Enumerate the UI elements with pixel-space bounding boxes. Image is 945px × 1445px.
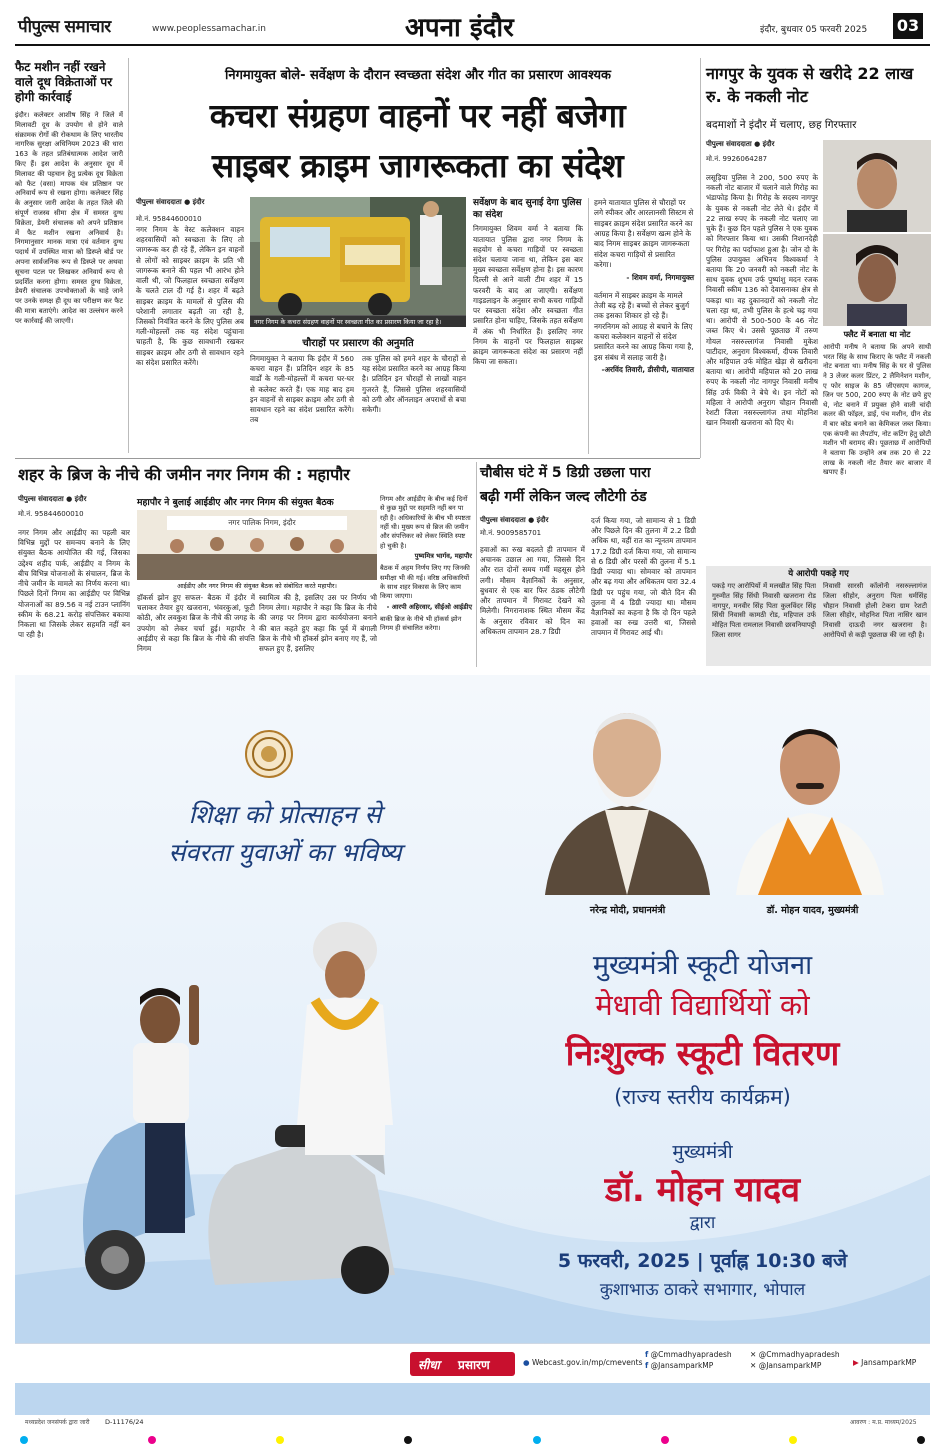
webcast-link[interactable] xyxy=(523,1358,643,1367)
byline: पीपुल्स संवाददाता ● इंदौर xyxy=(136,198,205,206)
scheme-name: मुख्यमंत्री स्कूटी योजना xyxy=(592,950,813,981)
scooter-illustration xyxy=(45,875,475,1295)
lead-headline-2: साइबर क्राइम जागरूकता का संदेश xyxy=(211,146,624,185)
accused-face-2 xyxy=(823,234,931,326)
x-links[interactable] xyxy=(750,1350,840,1372)
left-story-headline: फैट मशीन नहीं रखने वाले दूध विक्रेताओं पर होगी कार्रवाई xyxy=(15,60,113,104)
left-story-body: इंदौर। कलेक्टर आशीष सिंह ने जिले में मिलावटी दूध के उपयोग से होने वाले संक्रामक रोगों की रोकथाम के लिए भारतीय नागरिक सुरक्षा अधिनियम 2023 की धारा 163 के तहत प्रतिबंधात्मक आदेश जारी किए हैं। इस आदेश के अनुसार दूध में मिलावट की पहचान हेतु प्रत्येक दूध विक्रेता को फैट (वसा) मापक यंत्र प्रतिष्ठान पर अनिवार्य रूप से रखना होगा। कलेक्टर सिंह के अनुसार जारी आदेश के तहत जिले की संपूर्ण राजस्व सीमा क्षेत्र में समस्त दुग्ध विक्रेता, डेयरी संचालक को अपने प्रतिष्ठान में फैट मशीन रखना अनिवार्य है। निगमानुसार मानक मात्रा एवं वर्तमान दुग्ध पदार्थ में उपस्थित मात्रा को डिस्प्ले बोर्ड पर अपना सार्वजनिक रूप से डिस्प्ले पर अथवा सूचना पटल पर लिखकर अनिवार्य रूप से प्रदर्शित करना होगा। समस्त दुग्ध विक्रेता, डेयरी संचालक उपभोक्ताओं के चाहे जाने पर उनके समक्ष ही दूध का परीक्षण कर फैट की मात्रा बताएंगे। आदेश का उल्लंघन करने पर कार्रवाई की जाएगी। xyxy=(15,111,123,325)
accused-box xyxy=(706,566,931,666)
counterfeit-subhead: बदमाशों ने इंदौर में चलाए, छह गिरफ्तार xyxy=(706,119,857,131)
scooty-advert xyxy=(15,675,930,1415)
cm-portrait xyxy=(730,705,890,895)
tagline-2: संवरता युवाओं का भविष्य xyxy=(168,838,402,867)
event-date-time: 5 फरवरी, 2025 | पूर्वाह्न 10:30 बजे xyxy=(557,1250,848,1272)
lead-col2a: निगमायुक्त ने बताया कि इंदौर में 560 कचरा वाहन हैं। प्रतिदिन शहर के 85 वार्डों के गली-मोहल्लों में कचरा घर-घर से कलेक्ट करते हैं। एक माह बाद हम इन वाहनों से साइबर क्राइम और ठगी से सावधान रहने का संदेश प्रसारित करेंगे। तब xyxy=(250,354,354,425)
col3-subhead: सर्वेक्षण के बाद सुनाई देगा पुलिस का संदेश xyxy=(473,198,582,220)
weather-headline-1: चौबीस घंटे में 5 डिग्री उछला पारा xyxy=(480,465,651,481)
divider xyxy=(700,58,701,458)
photo-caption: नगर निगम के कचरा संग्रहण वाहनों पर स्वच्छता गीत का प्रसारण किया जा रहा है। xyxy=(250,316,466,327)
pm-portrait xyxy=(535,685,720,895)
by-suffix: द्वारा xyxy=(689,1213,716,1233)
bridge-headline: शहर के ब्रिज के नीचे की जमीन नगर निगम की : महापौर xyxy=(18,465,350,484)
x-handle-1[interactable]: @Cmmadhyapradesh xyxy=(758,1350,840,1359)
quote-mayor: निगम और आईडीए के बीच कई दिनों से कुछ मुद्दों पर सहमति नहीं बन पा रही है। अधिकारियों के बीच भी स्पष्टता नहीं थी। मुख्य रूप से ब्रिज की जमीन और संपत्तिकर को लेकर स्थिति स्पष्ट हो चुकी है। xyxy=(380,495,471,550)
quote-dcp: वर्तमान में साइबर क्राइम के मामले तेजी बढ़ रहे हैं। बच्चों से लेकर बुजुर्ग तक इसका शिकार हो रहे हैं। नगरनिगम को आग्रह से बचाने के लिए कचरा कलेक्शन वाहनों से संदेश प्रसारित करने का आग्रह किया गया है, इस संबंध में सलाह जारी है। xyxy=(594,290,694,362)
tagline-1: शिक्षा को प्रोत्साहन से xyxy=(188,800,382,829)
weather-byline-block xyxy=(480,516,585,538)
advert-title-1: मेधावी विद्यार्थियों को xyxy=(595,988,810,1022)
byline: पीपुल्स संवाददाता ● इंदौर xyxy=(18,495,87,503)
quote-ida: बैठक में अहम निर्णय लिए गए जिनकी समीक्षा भी की गई। वरिष्ठ अधिकारियों के साथ शहर विकास के लिए काम किया जाएगा। xyxy=(380,564,470,601)
youtube-handle[interactable]: JansamparkMP xyxy=(861,1358,917,1367)
lead-byline-block xyxy=(136,198,244,224)
divider xyxy=(128,58,129,453)
bridge-quotes xyxy=(380,495,472,667)
bridge-subhead: महापौर ने बुलाई आईडीए और नगर निगम की संयुक्त बैठक xyxy=(137,497,334,508)
facebook-handle-1[interactable]: @Cmmadhyapradesh xyxy=(650,1350,732,1359)
bridge-col3-end: बाकी ब्रिज के नीचे भी हॉकर्स झोन निगम ही संचालित करेगा। xyxy=(380,614,462,632)
bridge-byline-block xyxy=(18,495,130,519)
leader-photo-pm xyxy=(535,685,720,895)
col3-body: निगमायुक्त शिवम वर्मा ने बताया कि यातायात पुलिस द्वारा नगर निगम के सहयोग से कचरा गाड़ियों पर स्वच्छता संदेश चलाया जाना था, लेकिन इस बार मुख्य स्वच्छता सर्वेक्षण होना है। इस कारण दिल्ली से आने वाली टीम शहर में 15 फरवरी के बाद आ जाएगी। सर्वेक्षण गाइडलाइन के अनुसार सभी कचरा गाड़ियों पर स्वच्छता संदेश और स्वच्छता गीत प्रसारित होना चाहिए, जिसके तहत सर्वेक्षण में अंक भी निर्धारित हैं। इसलिए नगर निगम के वाहनों पर फिलहाल साइबर क्राइम जागरूकता संदेश का प्रसारण नहीं किया जा सकता। xyxy=(473,224,583,367)
weather-headline-2: बढ़ी गर्मी लेकिन जल्द लौटेगी ठंड xyxy=(480,489,647,505)
advert-code: D-11176/24 xyxy=(105,1418,144,1426)
lead-col3 xyxy=(473,198,583,456)
facebook-icon: f xyxy=(645,1360,649,1370)
quote-commissioner-author: - शिवम वर्मा, निगमायुक्त xyxy=(626,272,694,282)
weather-col2: दर्ज किया गया, जो सामान्य से 1 डिग्री और पिछले दिन की तुलना में 2.2 डिग्री अधिक था, वहीं रात का न्यूनतम तापमान 17.2 डिग्री दर्ज किया गया, जो सामान्य से 6 डिग्री और परसों की तुलना में 5.1 डिग्री ज्यादा था। सोमवार को तापमान और बढ़ गया और अधिकतम पारा 32.4 डिग्री पर पहुंच गया, जो बीते दिन की तुलना में 4 डिग्री ज्यादा था। मौसम वैज्ञानिकों का कहना है कि दो दिन पहले हवाओं का रुख उत्तरी था, जिससे तापमान में गिरावट आई थी। xyxy=(591,516,696,638)
byline: पीपुल्स संवाददाता ● इंदौर xyxy=(706,140,775,148)
broadcast-label-1: सीधा xyxy=(418,1358,440,1372)
quote-commissioner: हमने यातायात पुलिस से चौराहों पर लगे स्पीकर और आरलानसी सिस्टम से साइबर क्राइम संदेश प्रसारित करने का आग्रह किया है। सर्वेक्षण खत्म होने के बाद निगम साइबर क्राइम जागरूकता संदेश कचरा गाड़ियों से प्रसारित करेगा। xyxy=(594,198,694,270)
garbage-truck-photo xyxy=(250,197,466,327)
mobile-number: मो.नं. 95844600010 xyxy=(136,215,202,223)
webcast-link-text[interactable]: Webcast.gov.in/mp/cmevents xyxy=(531,1358,643,1367)
scooter-students-graphic xyxy=(45,875,475,1295)
counterfeit-byline-block xyxy=(706,140,818,164)
advert-subtitle: (राज्य स्तरीय कार्यक्रम) xyxy=(614,1085,791,1109)
facebook-links[interactable] xyxy=(645,1350,732,1372)
live-broadcast-badge xyxy=(410,1352,515,1376)
accused-photo-1 xyxy=(823,140,931,232)
x-icon: ✕ xyxy=(750,1360,757,1370)
quote-ida-author: - आरपी अहिरवार, सीईओ आईडीए xyxy=(386,602,472,611)
x-handle-2[interactable]: @JansamparkMP xyxy=(758,1360,822,1370)
lead-subhead: चौराहों पर प्रसारण की अनुमति xyxy=(250,335,466,352)
accused-photo-2 xyxy=(823,234,931,326)
accused-list-left: पकड़े गए आरोपियों में मलखीत सिंह पिता गुरुमीत सिंह सिंधी निवासी खजराना रोड नागपुर, मनवीर सिंह पिता कुलविंदर सिंह सिंधी निवासी कामठी रोड, महिपाल उर्फ मोहित पिता रामलाल निवासी छावनियापट्टी जिला सागर xyxy=(712,582,816,639)
registration-dot xyxy=(917,1436,925,1444)
registration-dot xyxy=(661,1436,669,1444)
dateline: इंदौर, बुधवार 05 फरवरी 2025 xyxy=(760,25,868,35)
mobile-number: मो.नं. 9009585701 xyxy=(480,529,542,537)
advert-title-2: निःशुल्क स्कूटी वितरण xyxy=(565,1034,840,1074)
meeting-photo xyxy=(137,510,377,580)
accused-list-right: निवासी सारसी कॉलोनी नसरुल्लागंज जिला सीहोर, अनुराग पिता धर्मसिंह चौहान निवासी होली टेकरा ग्राम रेशटी जिला सीहोर, मोहनिश पिता नासिर खान निवासी दाऊदी नगर खजराना है। आरोपियों से कड़ी पूछताछ की जा रही है। xyxy=(823,582,927,639)
weather-col1: हवाओं का रुख बदलते ही तापमान में अचानक उछाल आ गया, जिससे दिन और रात दोनों समय गर्मी महसूस होने लगी। मौसम वैज्ञानिकों के अनुसार, बुधवार से एक बार फिर ठंडक लौटेगी और तापमान में गिरावट देखने को मिलेगी। निगरानाशक स्थित मौसम केंद्र के अनुसार रविवार को दिन का अधिकतम तापमान 28.7 डिग्री xyxy=(480,545,585,636)
section-title: अपना इंदौर xyxy=(405,13,514,43)
facebook-handle-2[interactable]: @JansamparkMP xyxy=(650,1360,714,1370)
advert-footer xyxy=(15,1343,930,1383)
leader-caption-cm: डॉ. मोहन यादव, मुख्यमंत्री xyxy=(766,905,859,916)
bridge-col1: नगर निगम और आईडीए का पहली बार विभिन्न मुद्दों पर समन्वय बनाने के लिए संयुक्त बैठक आयोजित की गई, जिसका उद्देश्य शहीद पार्क, आईडीए व निगम के बीच विभिन्न योजनाओं के संचालन, ब्रिज के नीचे जमीन के मामले का निर्णय करना था। पिछले दिनों निगम का आईडीए पर विभिन्न योजनाओं का 89.56 व नई टाउन प्लानिंग स्कीम के 68.21 करोड़ संपत्तिकर बकाया निकला था जिसके लेकर सहमति नहीं बन पा रही है। xyxy=(18,528,130,640)
counterfeit-photo-caption: फ्लैट में बनाता था नोट xyxy=(843,329,911,339)
section-rule xyxy=(15,458,700,459)
meeting-sign: नगर पालिक निगम, इंदौर xyxy=(228,518,296,527)
lead-kicker: निगमायुक्त बोले- सर्वेक्षण के दौरान स्वच्छता संदेश और गीत का प्रसारण आवश्यक xyxy=(224,68,612,83)
emblem-icon xyxy=(247,732,291,776)
registration-dot xyxy=(148,1436,156,1444)
mobile-number: मो.नं. 95844600010 xyxy=(18,510,84,518)
bridge-photo-caption: आईडीए और नगर निगम की संयुक्त बैठक को संबोधित करते महापौर। xyxy=(177,582,337,590)
broadcast-label-2: प्रसारण xyxy=(458,1358,490,1372)
mobile-number: मो.नं. 9926064287 xyxy=(706,155,768,163)
leader-photo-cm xyxy=(730,705,890,895)
divider xyxy=(588,198,589,454)
by-name: डॉ. मोहन यादव xyxy=(604,1170,801,1210)
youtube-icon: ▶ xyxy=(853,1358,859,1367)
lead-col1: नगर निगम के वेस्ट कलेक्शन वाहन शहरवासियों को स्वच्छता के लिए तो जागरूक कर ही रहे हैं, लेकिन इन वाहनों से लोगों को साइबर क्राइम के प्रति भी जागरूक बनाने की पहल भी आरंभ होने वाली थी, जो फिलहाल स्वच्छता सर्वेक्षण के चलते टाल दी गई है। शहर में बढ़ते साइबर क्राइम के मामलों से पुलिस की परेशानी लगातार बढ़ती जा रही है, जिसको नियंत्रित करने के लिए पुलिस अब गली-मोहल्लों तक यह संदेश पहुंचाना चाहती है, कि कुछ सावधानी रखकर साइबर क्राइम और ठगी से सावधान रहने का संदेश प्रसारित करेंगे। xyxy=(136,225,244,367)
credit-note: आवरण : म.प्र. माध्यम/2025 xyxy=(850,1419,917,1426)
bridge-col3: स्वामित्व की है, इसलिए उस पर निर्णय भी निगम लेगा। महापौर ने कहा कि ब्रिज के नीचे की जगह पर निगम द्वारा कार्ययोजना बनाने की बात कहते हुए कहा कि पूर्व में बंगाली ब्रिज के नीचे भी हॉकर्स झोन बनाए गए हैं, जो सफल हुए हैं, इसलिए xyxy=(259,593,377,654)
facebook-icon: f xyxy=(645,1350,649,1359)
by-role: मुख्यमंत्री xyxy=(672,1141,733,1163)
lead-col2b: तक पुलिस को हमने शहर के चौराहों से यह संदेश प्रसारित करने का आग्रह किया है। प्रतिदिन इन चौराहों से लाखों वाहन गुजरते हैं, जिससे पुलिस शहरवासियों को ठगी और ऑनलाइन अपराधों से बचा सकेगी। xyxy=(362,354,466,415)
page-number: 03 xyxy=(893,13,923,39)
registration-dot xyxy=(789,1436,797,1444)
issuer-note: मध्यप्रदेश जनसंपर्क द्वारा जारी xyxy=(25,1419,90,1426)
registration-dot xyxy=(276,1436,284,1444)
masthead-website: www.peoplessamachar.in xyxy=(152,24,266,34)
x-icon: ✕ xyxy=(750,1350,757,1359)
left-story xyxy=(15,60,123,455)
masthead-rule xyxy=(15,44,930,46)
leader-caption-pm: नरेन्द्र मोदी, प्रधानमंत्री xyxy=(589,905,666,916)
color-registration-bar xyxy=(0,1436,945,1445)
lead-quotes xyxy=(594,198,694,456)
lead-headline-1: कचरा संग्रहण वाहनों पर नहीं बजेगा xyxy=(209,96,626,135)
masthead xyxy=(0,0,945,46)
accused-heading: ये आरोपी पकड़े गए xyxy=(788,569,849,579)
page-footer xyxy=(15,1416,930,1434)
divider xyxy=(476,462,477,667)
truck-illustration xyxy=(250,197,466,327)
event-venue: कुशाभाऊ ठाकरे सभागार, भोपाल xyxy=(599,1280,806,1300)
youtube-link[interactable] xyxy=(853,1358,916,1367)
counterfeit-col1: लसूड़िया पुलिस ने 200, 500 रुपए के नकली नोट बाजार में चलाने वाले गिरोह का भंडाफोड़ किया है। गिरोह के सदस्य नागपुर के युवक से नकली नोट लेते थे। इंदौर में 22 लाख रुपए के नकली नोट चलाए जा चुके हैं। कुछ दिन पहले पुलिस ने एक युवक को गिरफ्तार किया था। उसकी निशानदेही पर गिरोह का पर्दाफाश हुआ है। जोन दो के पुलिस उपायुक्त अभिनय विश्वकर्मा ने बताया कि 20 जनवरी को नकली नोट के साथ युवक शुभम उर्फ पुष्पांशु मदन रजक निवासी स्कीम 136 को देवासनाका क्षेत्र से पकड़ा था। वह दुकानदारों को नकली नोट चला रहा था, तभी पुलिस के हत्थे चढ़ गया था। आरोपी से 500-500 के 46 नोट जब्त किए थे। उससे पूछताछ में तरुण गोयल नसरुल्लागंज निवासी मुकेश पाटीदार, अनुराग विश्वकर्मा, दीपक तिवारी और महिपाल उर्फ मोहित खेड़ा से खरीदना बताया था। आरोपी महिपाल को 20 लाख रुपए के नकली नोट नागपुर निवासी मनीष सिंह उर्फ विकी ने बेचे थे। इन नोटों को महिला ने आरोपी अनुराग चौहान निवासी रेशटी जिला नसरुल्लागंज तथा मोहनिश खान निवासी खजराना को दिए थे। xyxy=(706,173,818,428)
byline: पीपुल्स संवाददाता ● इंदौर xyxy=(480,516,549,524)
accused-face-1 xyxy=(823,140,931,232)
mp-emblem xyxy=(245,730,293,778)
quote-dcp-author: -अरविंद तिवारी, डीसीपी, यातायात xyxy=(601,365,694,375)
registration-dot xyxy=(533,1436,541,1444)
globe-icon: ● xyxy=(523,1358,530,1367)
registration-dot xyxy=(20,1436,28,1444)
registration-dot xyxy=(404,1436,412,1444)
counterfeit-col2: आरोपी मनीष ने बताया कि अपने साथी भरत सिंह के साथ किराए के फ्लैट में नकली नोट बनाता था। मनीष सिंह के घर से पुलिस ने 3 लेजर कलर प्रिंटर, 2 लैमिनेशन मशीन, ए फोर साइज के 85 जीएसएम कागज, जिन पर 500, 200 रुपए के नोट छपे हुए थे, नोट बनाने में प्रयुक्त होने वाली चांदी कलर की फॉइल, डाई, पंच मशीन, ग्रीन शेड में बार कोड बनाने का केमिकल जब्त किया। एक कंपनी का लैपटॉप, नोट कटिंग हेतु छोटी मशीन भी बरामद की। पूछताछ में आरोपियों ने बताया कि उन्होंने अब तक 20 से 22 लाख के नकली नोट तैयार कर बाजार में खपाए हैं। xyxy=(823,343,931,477)
bridge-col2: हॉकर्स झोन हुए सफल- बैठक में इंदौर में चलाकर तैयार हुए खजराना, भंवरकुआं, फूटी कोठी, और लवकुश ब्रिज के नीचे की जगह के उपयोग को लेकर चर्चा हुई। महापौर ने आईडीए से कहा कि ब्रिज के नीचे की संपत्ति निगम xyxy=(137,593,255,654)
quote-mayor-author: पुष्यमित्र भार्गव, महापौर xyxy=(414,552,472,561)
counterfeit-headline: नागपुर के युवक से खरीदे 22 लाख रु. के नकली नोट xyxy=(706,64,914,107)
masthead-logo: पीपुल्स समाचार xyxy=(18,17,111,37)
